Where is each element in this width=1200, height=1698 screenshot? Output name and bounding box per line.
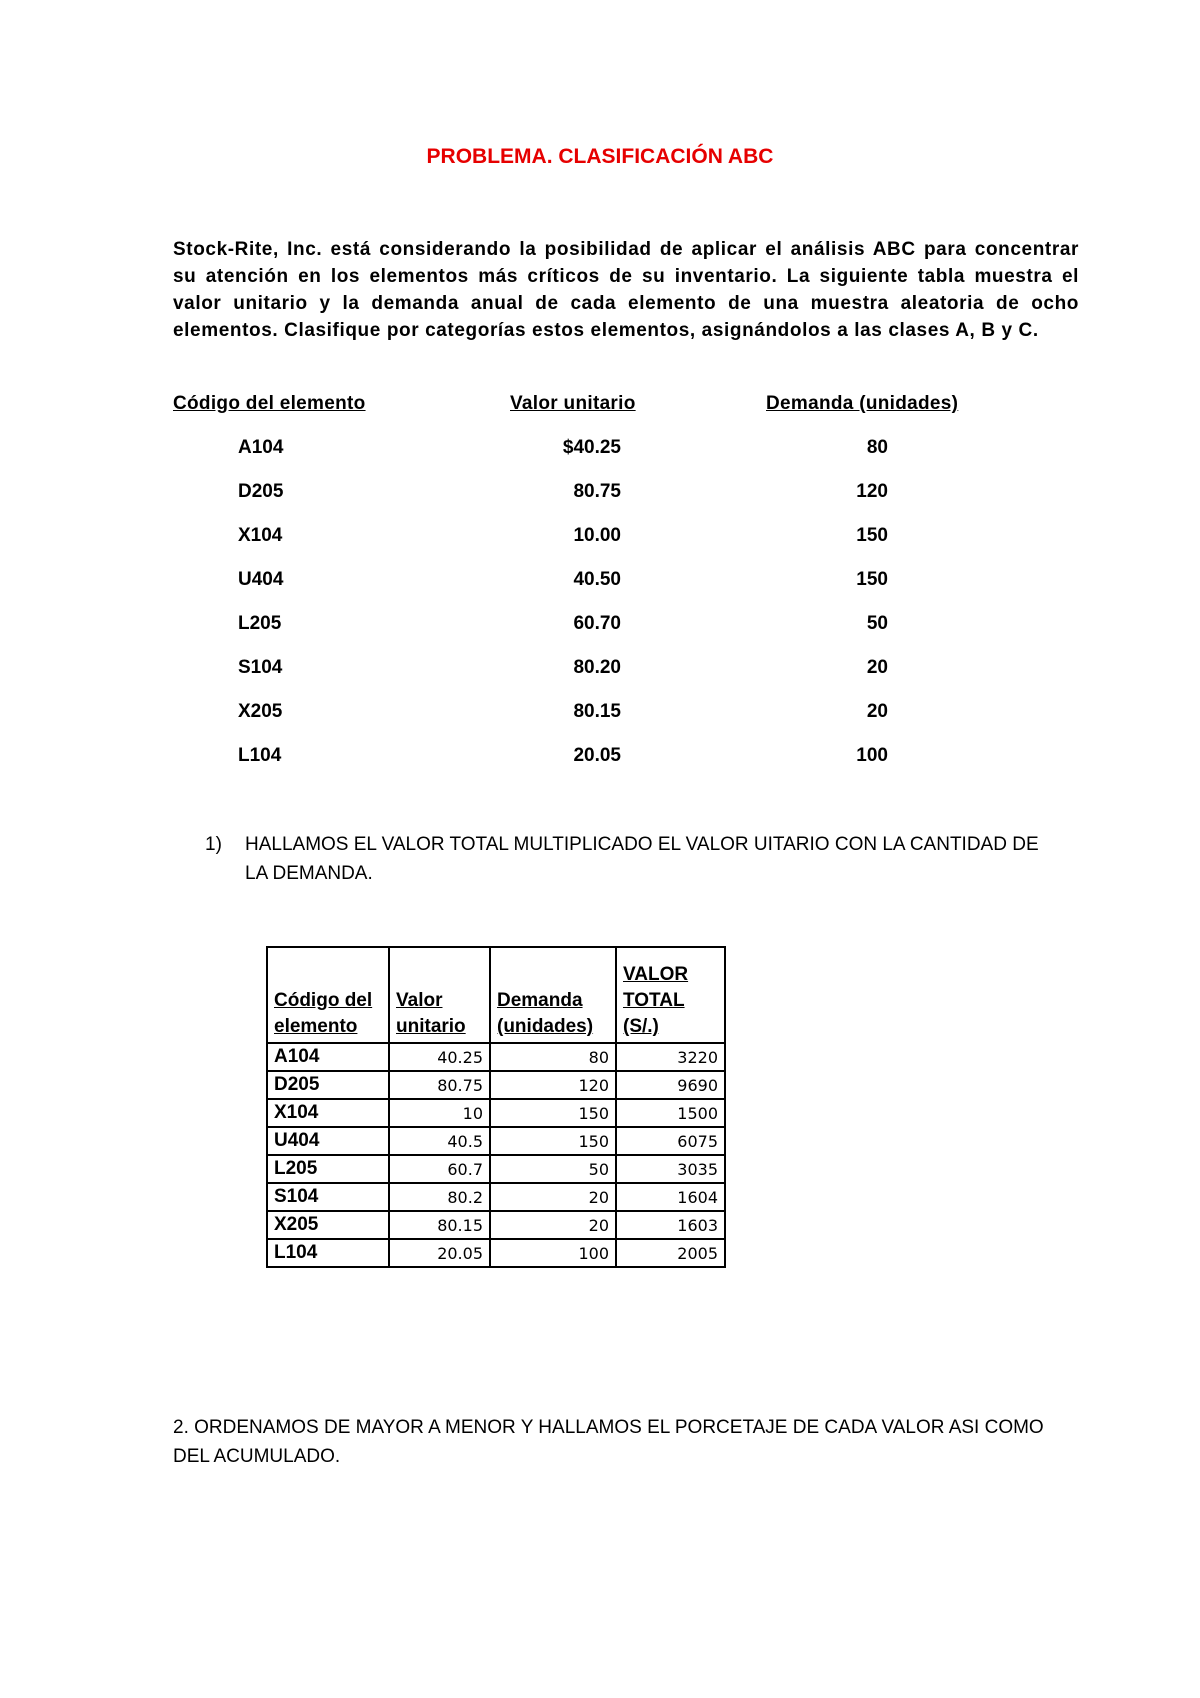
table-row <box>267 1071 725 1099</box>
step-2-text: 2. ORDENAMOS DE MAYOR A MENOR Y HALLAMOS EL PORCETAJE DE CADA VALOR ASI COMO DEL ACUMULADO. <box>173 1417 1044 1467</box>
table-row <box>267 1043 725 1071</box>
cell-value: 40.5 <box>389 1127 490 1155</box>
list-item-code: U404 <box>238 569 284 590</box>
table-row <box>267 1183 725 1211</box>
cell-code: A104 <box>267 1043 389 1071</box>
cell-demand: 150 <box>490 1099 616 1127</box>
cell-code: X104 <box>267 1099 389 1127</box>
cell-value: 80.15 <box>389 1211 490 1239</box>
list-item-code: S104 <box>238 657 283 678</box>
list-item-demand: 100 <box>856 745 888 766</box>
cell-demand: 50 <box>490 1155 616 1183</box>
list-item-value: 80.15 <box>573 701 621 722</box>
list-header-code: Código del elemento <box>173 393 366 414</box>
total-value-table <box>266 946 726 1268</box>
list-item-code: L205 <box>238 613 282 634</box>
list-item-value: 10.00 <box>573 525 621 546</box>
cell-value: 40.25 <box>389 1043 490 1071</box>
problem-statement: Stock-Rite, Inc. está considerando la posibilidad de aplicar el análisis ABC para concentrar su atención en los elementos más críticos de su inventario. La siguiente tabla muestra el valor unitario y la demanda anual de cada elemento de una muestra aleatoria de ocho elementos. Clasifique por categorías estos elementos, asignándolos a las clases A, B y C. <box>173 239 1079 341</box>
cell-total: 6075 <box>616 1127 725 1155</box>
table-header-demand: Demanda (unidades) <box>490 947 616 1043</box>
cell-total: 3035 <box>616 1155 725 1183</box>
list-item-value: 80.75 <box>573 481 621 502</box>
cell-demand: 20 <box>490 1183 616 1211</box>
cell-demand: 120 <box>490 1071 616 1099</box>
list-item-demand: 20 <box>866 657 888 678</box>
list-item-demand: 150 <box>856 525 888 546</box>
list-item-code: X104 <box>238 525 283 546</box>
step-1-text: HALLAMOS EL VALOR TOTAL MULTIPLICADO EL VALOR UITARIO CON LA CANTIDAD DE LA DEMANDA. <box>245 834 1039 884</box>
cell-code: D205 <box>267 1071 389 1099</box>
cell-total: 3220 <box>616 1043 725 1071</box>
table-header-total: VALOR TOTAL (S/.) <box>616 947 725 1043</box>
cell-value: 60.7 <box>389 1155 490 1183</box>
cell-code: L205 <box>267 1155 389 1183</box>
list-item-demand: 80 <box>866 437 888 458</box>
step-1-number: 1) <box>205 834 222 855</box>
cell-total: 1603 <box>616 1211 725 1239</box>
list-header-value: Valor unitario <box>510 393 636 414</box>
cell-total: 2005 <box>616 1239 725 1267</box>
cell-total: 9690 <box>616 1071 725 1099</box>
cell-demand: 100 <box>490 1239 616 1267</box>
cell-value: 20.05 <box>389 1239 490 1267</box>
list-item-demand: 20 <box>866 701 888 722</box>
cell-value: 80.2 <box>389 1183 490 1211</box>
table-row <box>267 1127 725 1155</box>
list-item-demand: 120 <box>856 481 888 502</box>
table-row <box>267 1099 725 1127</box>
table-row <box>267 1239 725 1267</box>
cell-code: X205 <box>267 1211 389 1239</box>
list-item-demand: 150 <box>856 569 888 590</box>
list-item-value: 60.70 <box>573 613 621 634</box>
cell-code: S104 <box>267 1183 389 1211</box>
cell-code: L104 <box>267 1239 389 1267</box>
cell-demand: 20 <box>490 1211 616 1239</box>
table-row <box>267 1155 725 1183</box>
cell-total: 1500 <box>616 1099 725 1127</box>
list-item-value: 80.20 <box>573 657 621 678</box>
cell-value: 80.75 <box>389 1071 490 1099</box>
table-header-value: Valor unitario <box>389 947 490 1043</box>
list-item-value: $40.25 <box>562 437 621 458</box>
list-item-demand: 50 <box>866 613 888 634</box>
list-header-demand: Demanda (unidades) <box>766 393 959 414</box>
table-header-code: Código del elemento <box>267 947 389 1043</box>
list-item-code: L104 <box>238 745 282 766</box>
cell-demand: 80 <box>490 1043 616 1071</box>
cell-total: 1604 <box>616 1183 725 1211</box>
list-item-value: 20.05 <box>573 745 621 766</box>
list-item-code: A104 <box>238 437 284 458</box>
cell-value: 10 <box>389 1099 490 1127</box>
list-item-code: X205 <box>238 701 283 722</box>
cell-code: U404 <box>267 1127 389 1155</box>
list-item-code: D205 <box>238 481 284 502</box>
list-item-value: 40.50 <box>573 569 621 590</box>
page-title: PROBLEMA. CLASIFICACIÓN ABC <box>426 145 774 168</box>
cell-demand: 150 <box>490 1127 616 1155</box>
table-row <box>267 1211 725 1239</box>
